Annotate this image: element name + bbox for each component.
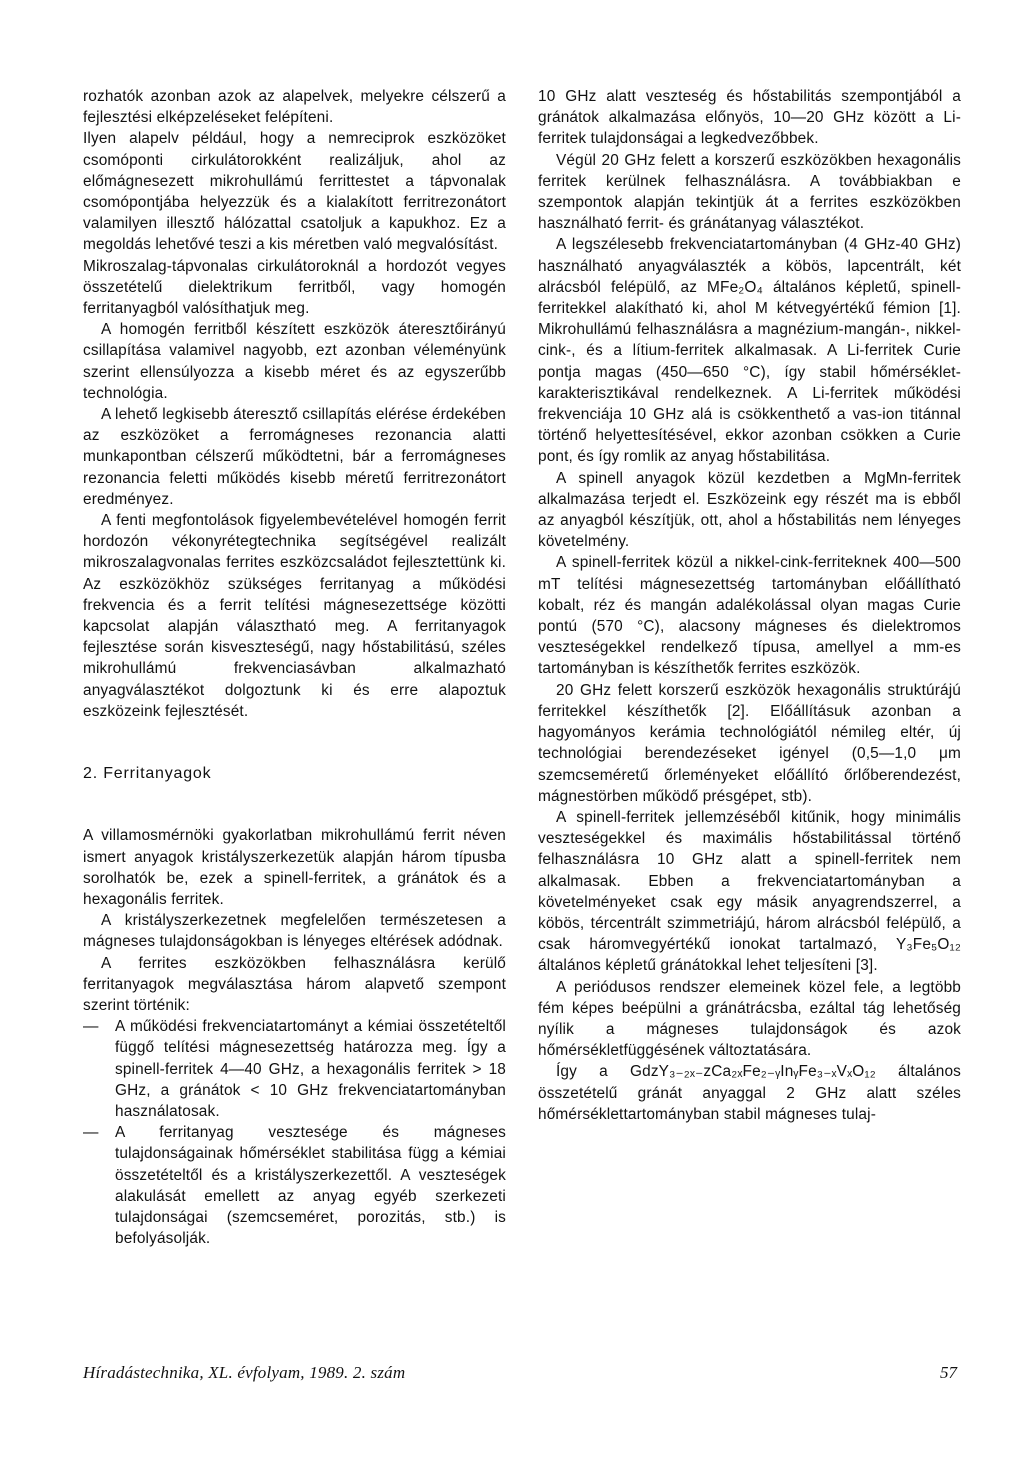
paragraph: Végül 20 GHz felett a korszerű eszközökben hexagonális ferritek kerülnek felhasználásra. A továbbiakban e szempontok alapján tekintjük át a ferrites eszközökben használható ferrit- és gránátanyag választékot. bbox=[538, 151, 961, 233]
paragraph: 20 GHz felett korszerű eszközök hexagonális struktúrájú ferritekkel készíthetők [2]. Előállításuk azonban a hagyományos kerámia technológiától némileg eltér, új technológiai berendezéseket igényel (0,5—1,0 μm szemcseméretű őrleményeket előállító őrlőberendezést, mágnestörben működő présgépet, stb). bbox=[538, 681, 961, 805]
dash-bullet: — bbox=[83, 1124, 99, 1142]
paragraph: Ilyen alapelv például, hogy a nemreciprok eszközöket csomóponti cirkulátorokként realizáljuk, ahol az előmágnesezett mikrohullámú ferrittestet a tápvonalak csomópontjába helyezzük és a kialakított ferritrezonátort valamilyen illesztő hálózattal csatoljuk a kapukhoz. Ez a megoldás lehetővé teszi a kis méretben való megvalósítást. bbox=[83, 130, 506, 254]
paragraph: A spinell-ferritek közül a nikkel-cink-ferriteknek 400—500 mT telítési mágnesezettség tartományban előállítható kobalt, réz és mangán adalékolással olyan magas Curie pontú (570 °C), alacsony mágneses és dielektromos veszteségekkel rendelkező típusa, amellyel a mm-es tartományban is készíthetők ferrites eszközök. bbox=[538, 554, 961, 678]
dash-list-item bbox=[83, 1016, 506, 1122]
paragraph: 10 GHz alatt veszteség és hőstabilitás szempontjából a gránátok alkalmazása előnyös, 10—20 GHz között a Li-ferritek tulajdonságai a legkedvezőbbek. bbox=[538, 88, 961, 148]
journal-footer: Híradástechnika, XL. évfolyam, 1989. 2. szám bbox=[83, 1363, 406, 1382]
paragraph: A homogén ferritből készített eszközök áteresztőirányú csillapítása valamivel nagyobb, ezt azonban véleményünk szerint ellensúlyozza a kisebb méret és az egyszerűbb technológia. bbox=[83, 321, 506, 402]
left-column bbox=[83, 86, 506, 1249]
dash-list-item bbox=[83, 1122, 506, 1249]
right-column bbox=[538, 86, 961, 1125]
paragraph: rozhatók azonban azok az alapelvek, melyekre célszerű a fejlesztési elképzeléseket felépíteni. bbox=[83, 88, 506, 127]
page-number: 57 bbox=[940, 1363, 957, 1382]
paragraph: A lehető legkisebb áteresztő csillapítás elérése érdekében az eszközöket a ferromágneses rezonancia alatti munkapontban célszerű működtetni, bár a ferromágneses rezonancia feletti működés kisebb méretű ferritrezonátort eredményez. bbox=[83, 406, 506, 508]
paragraph: Mikroszalag-tápvonalas cirkulátoroknál a hordozót vegyes összetételű dielektrikum ferritből, vagy homogén ferritanyagból valósíthatjuk meg. bbox=[83, 257, 506, 318]
list-item-text: A ferritanyag vesztesége és mágneses tulajdonságainak hőmérséklet stabilitása függ a kémiai összetételtől és a kristályszerkezettől. A veszteségek alakulását emellett az anyag egyéb szerkezeti tulajdonságai (szemcseméret, porozitás, stb.) is befolyásolják. bbox=[115, 1124, 506, 1248]
paragraph: A legszélesebb frekvenciatartományban (4 GHz-40 GHz) használható anyagválaszték a köbös, lapcentrált, két alrácsból felépülő, az MFe₂O₄ általános képletű, spinell-ferritekkel alakítható ki, ahol M kétvegyértékű fémion [1]. Mikrohullámú felhasználásra a magnézium-mangán-, nikkel-cink-, és a lítium-ferritek alkalmasak. A Li-ferritek Curie pontja magas (450—650 °C), így stabil hőmérséklet-karakterisztikával rendelkeznek. A Li-ferritek működési frekvenciája 10 GHz alá is csökkenthető a vas-ion titánnal történő helyettesítésével, ekkor azonban csökken a Curie pont, és így romlik az anyag hőstabilitása. bbox=[538, 236, 961, 466]
paragraph: A spinell-ferritek jellemzéséből kitűnik, hogy minimális veszteségekkel és maximális hőstabilitással történő felhasználásra 10 GHz alatt a spinell-ferritek nem alkalmasak. Ebben a frekvenciatartományban a követelményeket csak egy másik anyagrendszerrel, a köbös, tércentrált szimmetriájú, három alrácsból felépülő, a csak háromvegyértékű ionokat tartalmazó, Y₃Fe₅O₁₂ általános képletű gránátokkal lehet teljesíteni [3]. bbox=[538, 808, 961, 975]
paragraph: A villamosmérnöki gyakorlatban mikrohullámú ferrit néven ismert anyagok kristályszerkezetük alapján három típusba sorolhatók be, ezek a spinell-ferritek, a gránátok és a hexagonális ferritek. bbox=[83, 827, 506, 908]
paragraph: A ferrites eszközökben felhasználásra kerülő ferritanyagok megválasztása három alapvető szempont szerint történik: bbox=[83, 954, 506, 1014]
list-item-text: A működési frekvenciatartományt a kémiai összetételtől függő telítési mágnesezettség határozza meg. Így a spinell-ferritek 4—40 GHz, a hexagonális ferritek > 18 GHz, a gránátok < 10 GHz frekvenciatartományban használatosak. bbox=[115, 1018, 506, 1120]
paragraph: A periódusos rendszer elemeinek közel fele, a legtöbb fém képes beépülni a gránátrácsba, ezáltal tág lehetőség nyílik a mágneses tulajdonságok és azok hőmérsékletfüggésének változtatására. bbox=[538, 978, 961, 1060]
dash-bullet: — bbox=[83, 1018, 99, 1036]
paragraph: A fenti megfontolások figyelembevételével homogén ferrit hordozón vékonyrétegtechnika segítségével realizált mikroszalagvonalas ferrites eszközcsaládot fejlesztettünk ki. Az eszközökhöz szükséges ferritanyag a működési frekvencia és a ferrit telítési mágnesezettsége közötti kapcsolat alapján választható meg. A ferritanyagok fejlesztése során kisveszteségű, nagy hőstabilitású, széles mikrohullámú frekvenciasávban alkalmazható anyagválasztékot dolgoztunk ki és erre alapoztuk eszközeink fejlesztését. bbox=[83, 512, 506, 720]
paragraph: Így a GdzY₃₋₂ₓ₋zCa₂ₓFe₂₋ᵧInᵧFe₃₋ₓVₓO₁₂ általános összetételű gránát anyaggal 2 GHz alatt széles hőmérséklettartományban stabil mágneses tulaj- bbox=[538, 1063, 961, 1123]
section-heading: 2. Ferritanyagok bbox=[83, 765, 212, 783]
paragraph: A kristályszerkezetnek megfelelően természetesen a mágneses tulajdonságokban is lényeges eltérések adódnak. bbox=[83, 912, 506, 951]
paragraph: A spinell anyagok közül kezdetben a MgMn-ferritek alkalmazása terjedt el. Eszközeink egy részét ma is ebből az anyagból készítjük, ott, ahol a hőstabilitás nem lényeges követelmény. bbox=[538, 469, 961, 551]
